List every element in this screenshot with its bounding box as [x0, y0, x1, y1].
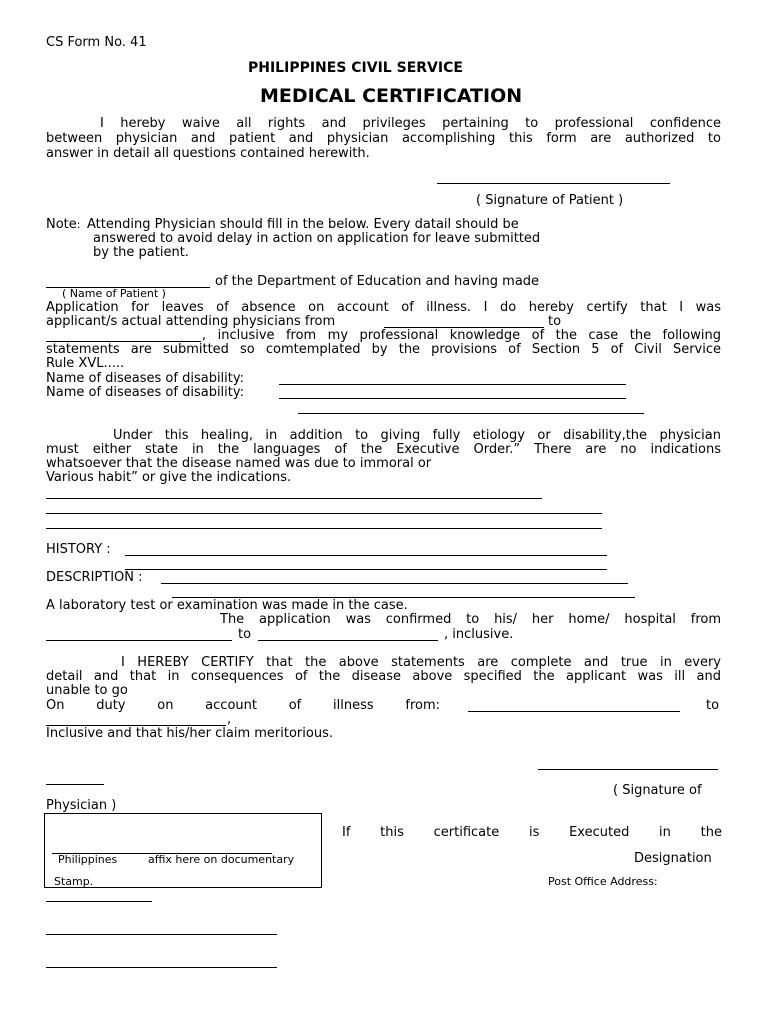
certificate-executed-text: If this certificate is Executed in the — [342, 825, 722, 840]
certify-line-4: On duty on account of illness from: — [46, 698, 440, 713]
waiver-line-3: answer in detail all questions contained herewith. — [46, 146, 370, 161]
disease-line-3[interactable] — [298, 413, 644, 414]
application-line-1: Application for leaves of absence on account of illness. I do hereby certify that I was — [46, 300, 721, 315]
form-number: CS Form No. 41 — [46, 35, 147, 50]
waiver-line-1: I hereby waive all rights and privileges pertaining to professional confidence — [100, 116, 721, 131]
certify-line-1: I HEREBY CERTIFY that the above statements are complete and true in every — [121, 655, 721, 670]
bottom-line-3[interactable] — [46, 967, 277, 968]
indication-line-1[interactable] — [46, 498, 542, 499]
healing-line-1: Under this healing, in addition to giving fully etiology or disability,the physician — [113, 428, 721, 443]
patient-signature-label: ( Signature of Patient ) — [476, 193, 624, 208]
disease-label-2: Name of diseases of disability: — [46, 385, 245, 400]
date-line[interactable] — [46, 784, 104, 785]
history-line-1[interactable] — [125, 555, 607, 556]
healing-line-3: whatsoever that the disease named was due to immoral or — [46, 456, 432, 471]
stamp-affix-text: affix here on documentary — [148, 853, 295, 866]
illness-to-text: to — [706, 698, 720, 713]
application-line-2: applicant/s actual attending physicians from — [46, 314, 336, 329]
confinement-from-line[interactable] — [46, 640, 232, 641]
physician-signature-line[interactable] — [538, 769, 718, 770]
confinement-text: The application was confirmed to his/ her home/ hospital from — [220, 612, 721, 627]
stamp-text: Stamp. — [54, 875, 94, 888]
history-line-2[interactable] — [125, 569, 607, 570]
physician-signature-label-a: ( Signature of — [613, 783, 702, 798]
department-text: of the Department of Education and having made — [215, 274, 540, 289]
illness-comma: , — [227, 712, 232, 727]
certify-line-3: unable to go — [46, 683, 128, 698]
certify-line-2: detail and that in consequences of the disease above specified the applicant was ill and — [46, 669, 721, 684]
illness-from-line[interactable] — [468, 711, 680, 712]
note-line-3: by the patient. — [93, 245, 189, 260]
stamp-philippines: Philippines — [58, 853, 118, 866]
history-label: HISTORY : — [46, 542, 111, 557]
patient-signature-line[interactable] — [437, 183, 670, 184]
laboratory-text: A laboratory test or examination was made in the case. — [46, 598, 408, 613]
physician-signature-label-b: Physician ) — [46, 798, 117, 813]
bottom-line-2[interactable] — [46, 934, 277, 935]
indication-line-2[interactable] — [46, 513, 602, 514]
disease-line-1[interactable] — [279, 384, 626, 385]
disease-line-2[interactable] — [279, 398, 626, 399]
waiver-line-2: between physician and patient and physician accomplishing this form are authorized to — [46, 131, 721, 146]
description-line-1[interactable] — [161, 583, 628, 584]
confinement-to-line[interactable] — [258, 640, 438, 641]
bottom-line-1[interactable] — [46, 901, 152, 902]
certify-line-5: Inclusive and that his/her claim meritorious. — [46, 726, 333, 741]
disease-label-1: Name of diseases of disability: — [46, 371, 245, 386]
healing-line-4: Various habit” or give the indications. — [46, 470, 292, 485]
page-title: MEDICAL CERTIFICATION — [260, 85, 523, 107]
confinement-inclusive-text: , inclusive. — [444, 627, 514, 642]
confinement-to-text: to — [238, 627, 252, 642]
post-office-label: Post Office Address: — [548, 875, 658, 888]
designation-label: Designation — [634, 851, 712, 866]
application-line-3: , inclusive from my professional knowledge of the case the following — [202, 328, 721, 343]
indication-line-3[interactable] — [46, 528, 602, 529]
note-line-1: Attending Physician should fill in the below. Every datail should be — [87, 217, 519, 232]
agency-heading: PHILIPPINES CIVIL SERVICE — [248, 60, 463, 76]
description-label: DESCRIPTION : — [46, 570, 143, 585]
attending-to-text: to — [548, 314, 562, 329]
patient-name-label: ( Name of Patient ) — [62, 287, 166, 300]
healing-line-2: must either state in the languages of the Executive Order.” There are no indications — [46, 442, 721, 457]
note-line-2: answered to avoid delay in action on application for leave submitted — [93, 231, 541, 246]
application-line-5: Rule XVL..... — [46, 356, 125, 371]
application-line-4: statements are submitted so comtemplated by the provisions of Section 5 of Civil Service — [46, 342, 721, 357]
note-label: Note: — [46, 217, 81, 232]
